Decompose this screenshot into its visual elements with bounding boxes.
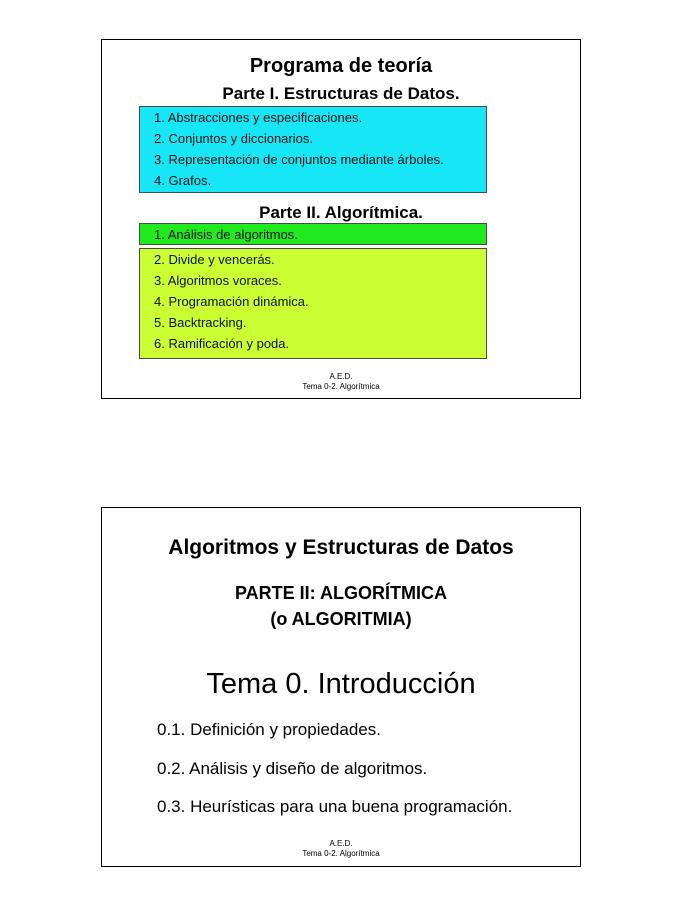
slide-title: Programa de teoría — [249, 55, 433, 77]
section-item: 0.1. Definición y propiedades. — [157, 720, 381, 739]
footer-line2: Tema 0-2. Algorítmica — [302, 382, 380, 391]
slide-introduccion — [101, 507, 581, 867]
part2-topic-item: 6. Ramificación y poda. — [154, 336, 290, 351]
section-item: 0.2. Análisis y diseño de algoritmos. — [157, 759, 428, 778]
part2-highlighted-topic-item: 1. Análisis de algoritmos. — [154, 227, 298, 242]
slide-subtitle-line2: (o ALGORITMIA) — [270, 609, 412, 629]
part1-topic-item: 4. Grafos. — [154, 173, 212, 188]
part2-topic-box — [139, 248, 487, 359]
part1-topic-item: 2. Conjuntos y diccionarios. — [154, 131, 313, 146]
footer-line2: Tema 0-2. Algorítmica — [302, 849, 380, 858]
slide-title: Algoritmos y Estructuras de Datos — [168, 536, 514, 559]
part1-topic-item: 3. Representación de conjuntos mediante árboles. — [154, 152, 444, 167]
footer-line1: A.E.D. — [329, 839, 353, 848]
slide-footer — [102, 372, 580, 392]
part1-topic-item: 1. Abstracciones y especificaciones. — [154, 110, 363, 125]
slide-programa-teoria — [101, 39, 581, 399]
slide-footer — [102, 839, 580, 859]
part2-topic-item: 2. Divide y vencerás. — [154, 252, 275, 267]
topic-heading: Tema 0. Introducción — [206, 668, 476, 700]
part2-topic-item: 5. Backtracking. — [154, 315, 247, 330]
part1-topic-box — [139, 106, 487, 193]
part1-heading: Parte I. Estructuras de Datos. — [222, 84, 460, 103]
slide-subtitle-line1: PARTE II: ALGORÍTMICA — [235, 583, 447, 603]
section-item: 0.3. Heurísticas para una buena programación. — [157, 797, 513, 816]
part2-topic-item: 4. Programación dinámica. — [154, 294, 309, 309]
part2-highlighted-topic-box — [139, 223, 487, 245]
footer-line1: A.E.D. — [329, 372, 353, 381]
part2-topic-item: 3. Algoritmos voraces. — [154, 273, 282, 288]
part2-heading: Parte II. Algorítmica. — [259, 203, 423, 222]
